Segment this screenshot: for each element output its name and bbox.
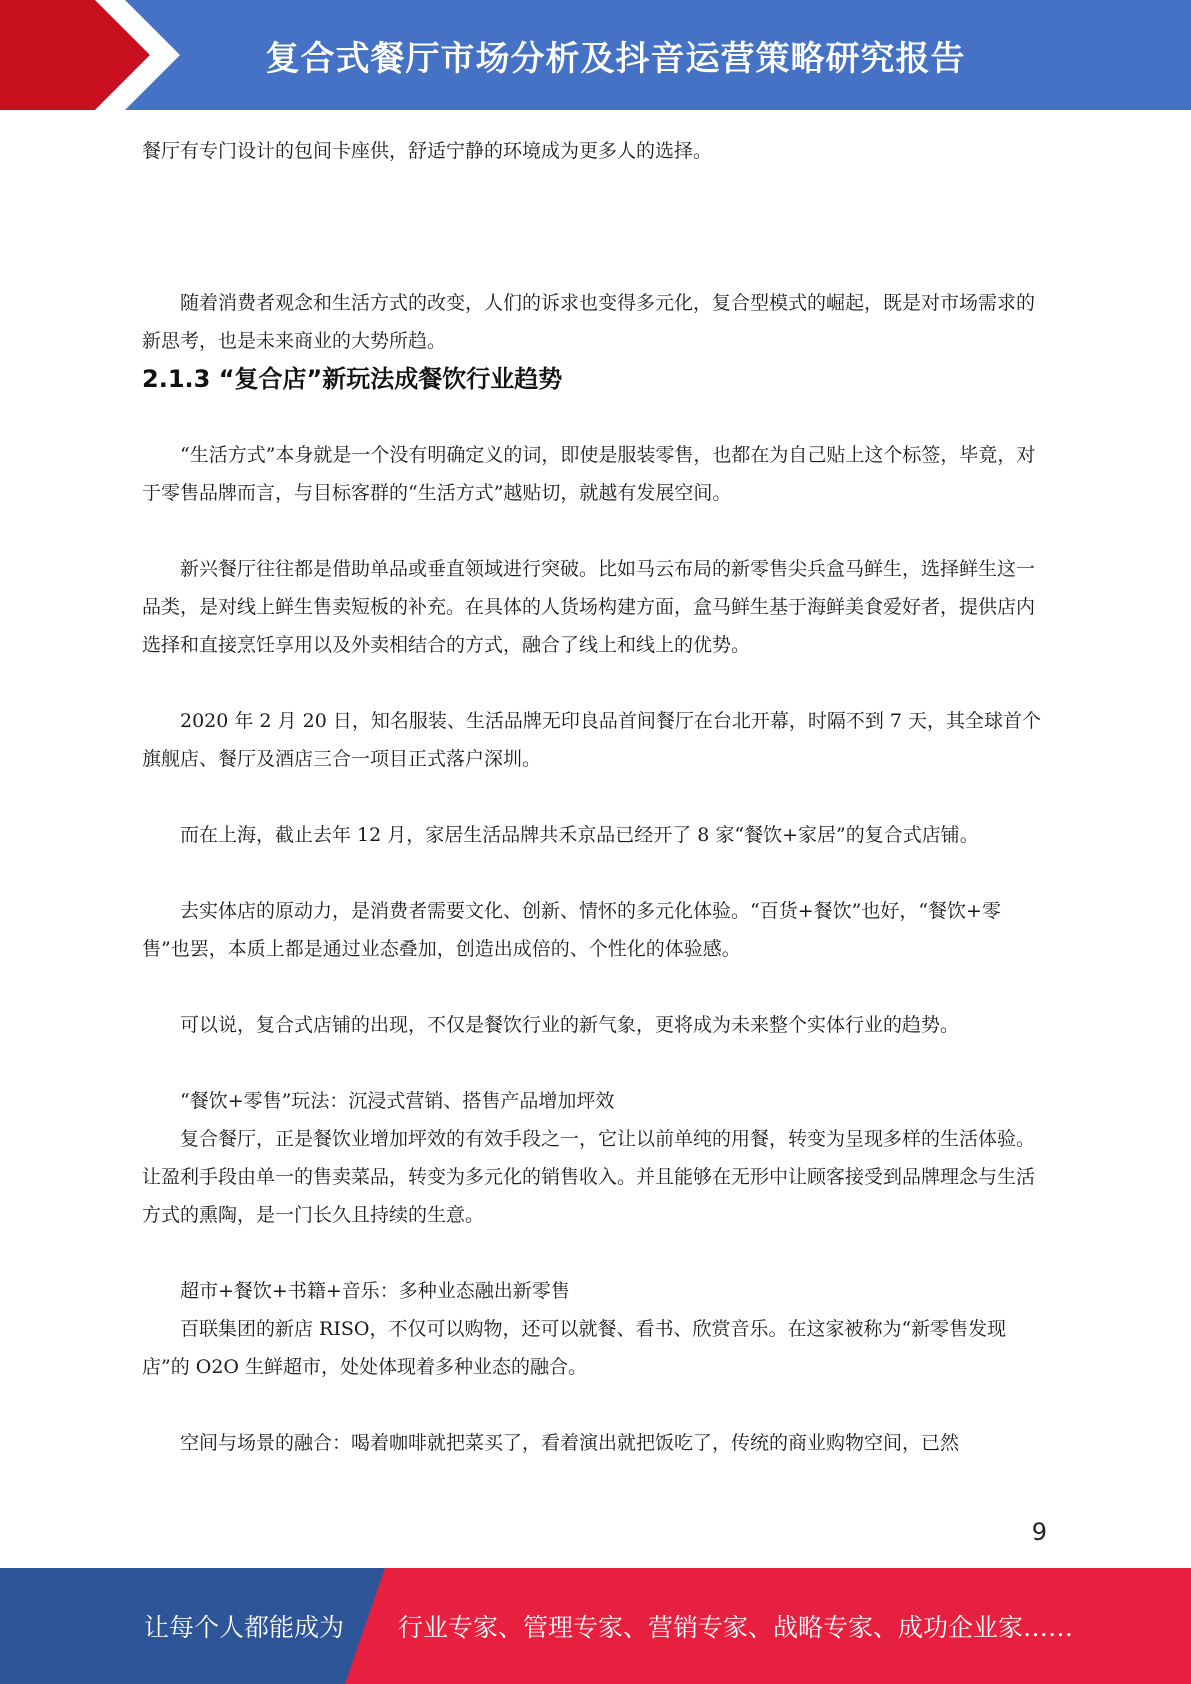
- subsection-title: “餐饮+零售”玩法：沉浸式营销、搭售产品增加坪效: [180, 1090, 615, 1112]
- section-heading: 2.1.3 “复合店”新玩法成餐饮行业趋势: [142, 365, 563, 393]
- page-header: [0, 0, 1191, 110]
- page-number: 9: [1031, 1518, 1047, 1546]
- paragraph: 可以说，复合式店铺的出现，不仅是餐饮行业的新气象，更将成为未来整个实体行业的趋势。: [180, 1014, 960, 1036]
- footer-slogan-right: 行业专家、管理专家、营销专家、战略专家、成功企业家……: [398, 1613, 1074, 1642]
- subsection-title: 超市+餐饮+书籍+音乐：多种业态融出新零售: [180, 1280, 570, 1302]
- document-body: [142, 132, 1047, 1462]
- paragraph: 去实体店的原动力，是消费者需要文化、创新、情怀的多元化体验。“百货+餐饮”也好，“餐饮+零售”也罢，本质上都是通过业态叠加，创造出成倍的、个性化的体验感。: [142, 900, 1001, 960]
- paragraph: “生活方式”本身就是一个没有明确定义的词，即使是服装零售，也都在为自己贴上这个标签，毕竟，对于零售品牌而言，与目标客群的“生活方式”越贴切，就越有发展空间。: [142, 444, 1036, 504]
- paragraph: 空间与场景的融合：喝着咖啡就把菜买了，看着演出就把饭吃了，传统的商业购物空间，已然: [180, 1432, 960, 1454]
- page-footer: [0, 1568, 1191, 1684]
- paragraph: 而在上海，截止去年 12 月，家居生活品牌共禾京品已经开了 8 家“餐饮+家居”的复合式店铺。: [180, 824, 979, 846]
- paragraph: 2020 年 2 月 20 日，知名服装、生活品牌无印良品首间餐厅在台北开幕，时隔不到 7 天，其全球首个旗舰店、餐厅及酒店三合一项目正式落户深圳。: [142, 710, 1041, 770]
- paragraph: 百联集团的新店 RISO，不仅可以购物，还可以就餐、看书、欣赏音乐。在这家被称为“新零售发现店”的 O2O 生鲜超市，处处体现着多种业态的融合。: [142, 1318, 1007, 1378]
- footer-slogan-left: 让每个人都能成为: [144, 1613, 345, 1642]
- paragraph: 随着消费者观念和生活方式的改变，人们的诉求也变得多元化，复合型模式的崛起，既是对市场需求的新思考，也是未来商业的大势所趋。: [142, 292, 1036, 352]
- paragraph: 餐厅有专门设计的包间卡座供，舒适宁静的环境成为更多人的选择。: [142, 140, 713, 162]
- header-title: 复合式餐厅市场分析及抖音运营策略研究报告: [265, 38, 966, 79]
- paragraph: 新兴餐厅往往都是借助单品或垂直领域进行突破。比如马云布局的新零售尖兵盒马鲜生，选择鲜生这一品类，是对线上鲜生售卖短板的补充。在具体的人货场构建方面，盒马鲜生基于海鲜美食爱好者，提供店内选择和直接烹饪享用以及外卖相结合的方式，融合了线上和线上的优势。: [142, 558, 1036, 656]
- paragraph: 复合餐厅，正是餐饮业增加坪效的有效手段之一，它让以前单纯的用餐，转变为呈现多样的生活体验。让盈利手段由单一的售卖菜品，转变为多元化的销售收入。并且能够在无形中让顾客接受到品牌理念与生活方式的熏陶，是一门长久且持续的生意。: [142, 1128, 1036, 1226]
